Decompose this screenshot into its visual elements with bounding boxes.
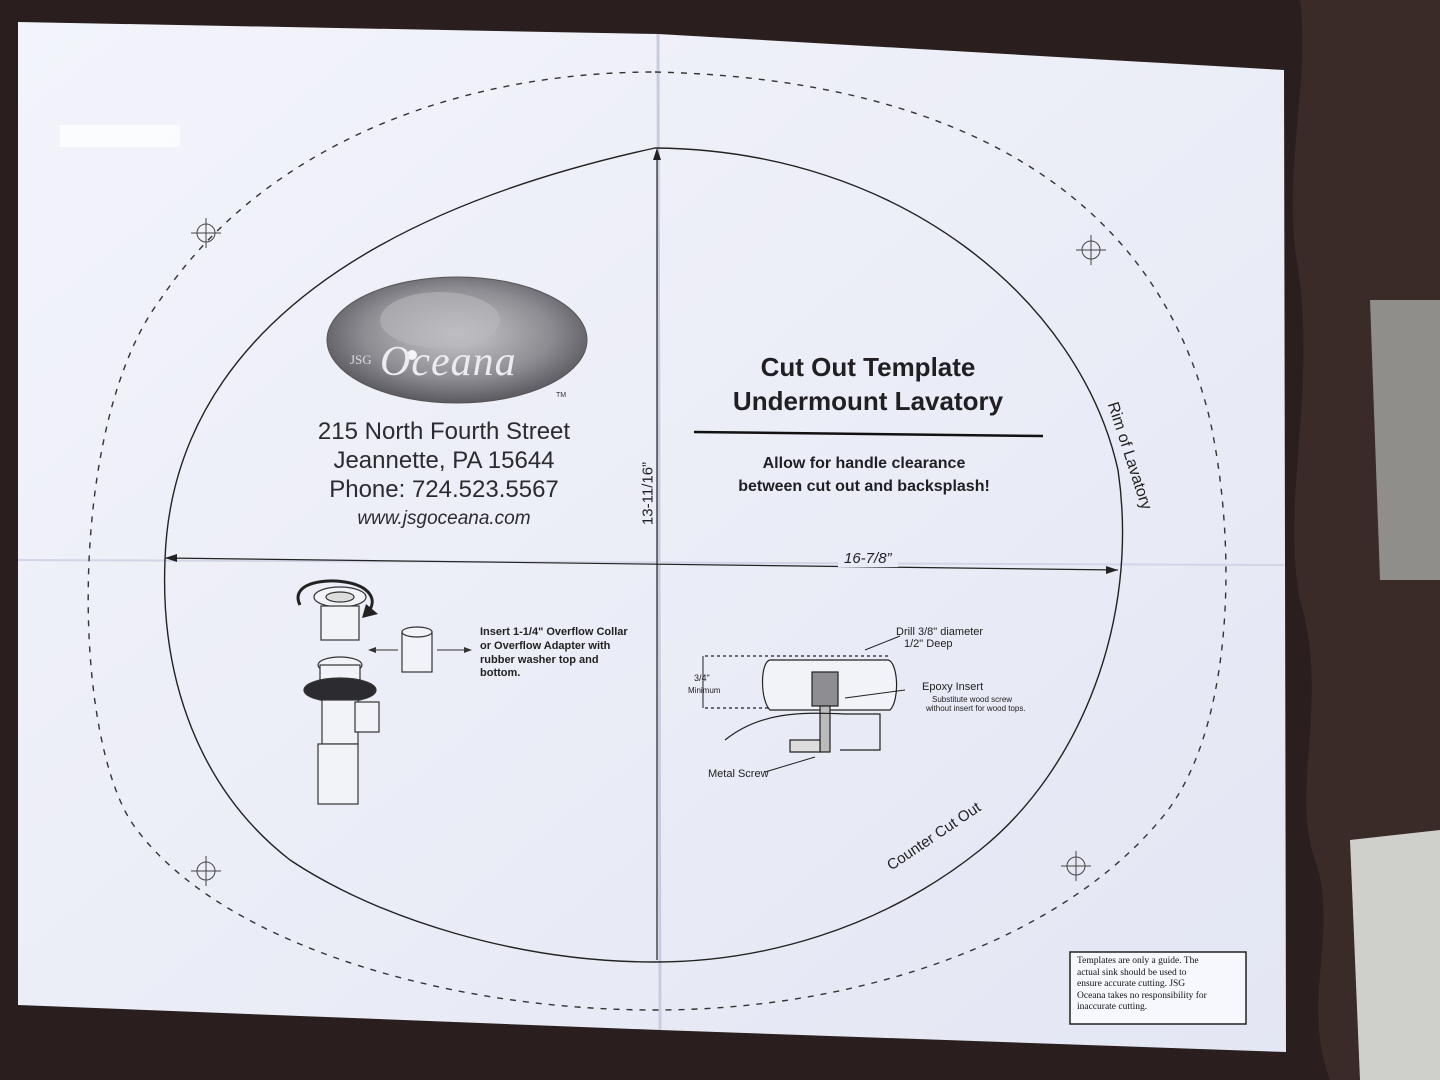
floor-glimpse — [1350, 830, 1440, 1080]
collar-illustration — [402, 627, 432, 672]
disclaimer-line-4: Oceana takes no responsibility for — [1077, 990, 1207, 1001]
address-website: www.jsgoceana.com — [357, 508, 531, 529]
overflow-instruction-4: bottom. — [480, 667, 521, 679]
width-dimension-label: 16-7/8” — [838, 550, 898, 567]
warning-line-1: Allow for handle clearance — [762, 455, 966, 472]
address-street: 215 North Fourth Street — [317, 418, 571, 445]
glare — [60, 125, 180, 147]
drill-label-2: 1/2" Deep — [904, 638, 953, 650]
disclaimer-line-3: ensure accurate cutting. JSG — [1077, 979, 1186, 989]
address-phone: Phone: 724.523.5567 — [329, 476, 559, 503]
logo-trademark: TM — [556, 392, 567, 399]
disclaimer-line-2: actual sink should be used to — [1077, 967, 1187, 978]
metal-screw-label: Metal Screw — [708, 768, 769, 780]
substitute-label-2: without insert for wood tops. — [926, 704, 1026, 713]
heading-line-2: Undermount Lavatory — [732, 386, 1004, 416]
minimum-label: Minimum — [688, 686, 721, 695]
overflow-instruction-2: or Overflow Adapter with — [480, 640, 611, 652]
overflow-instruction-3: rubber washer top and — [480, 654, 599, 666]
height-dimension-label: 13-11/16” — [639, 461, 657, 526]
disclaimer-line-1: Templates are only a guide. The — [1077, 956, 1199, 966]
counter-cut-out-label: Counter Cut Out — [884, 798, 985, 875]
logo-name: Oceana — [380, 339, 517, 385]
disclaimer-box — [1077, 956, 1241, 1014]
wall-panel — [1370, 300, 1440, 580]
fold-vertical — [658, 34, 660, 1030]
heading-line-1: Cut Out Template — [760, 352, 976, 382]
address-city: Jeannette, PA 15644 — [333, 447, 555, 474]
warning-line-2: between cut out and backsplash! — [738, 478, 990, 495]
logo-prefix: JSG — [350, 352, 372, 367]
rim-label: Rim of Lavatory — [1103, 400, 1155, 512]
drill-label-1: Drill 3/8" diameter — [896, 626, 984, 638]
disclaimer-line-5: inaccurate cutting. — [1077, 1002, 1148, 1012]
overflow-instruction-1: Insert 1-1/4" Overflow Collar — [480, 626, 628, 638]
epoxy-label: Epoxy Insert — [922, 681, 984, 693]
substitute-label-1: Substitute wood screw — [932, 695, 1013, 704]
minimum-value: 3/4" — [694, 673, 710, 683]
